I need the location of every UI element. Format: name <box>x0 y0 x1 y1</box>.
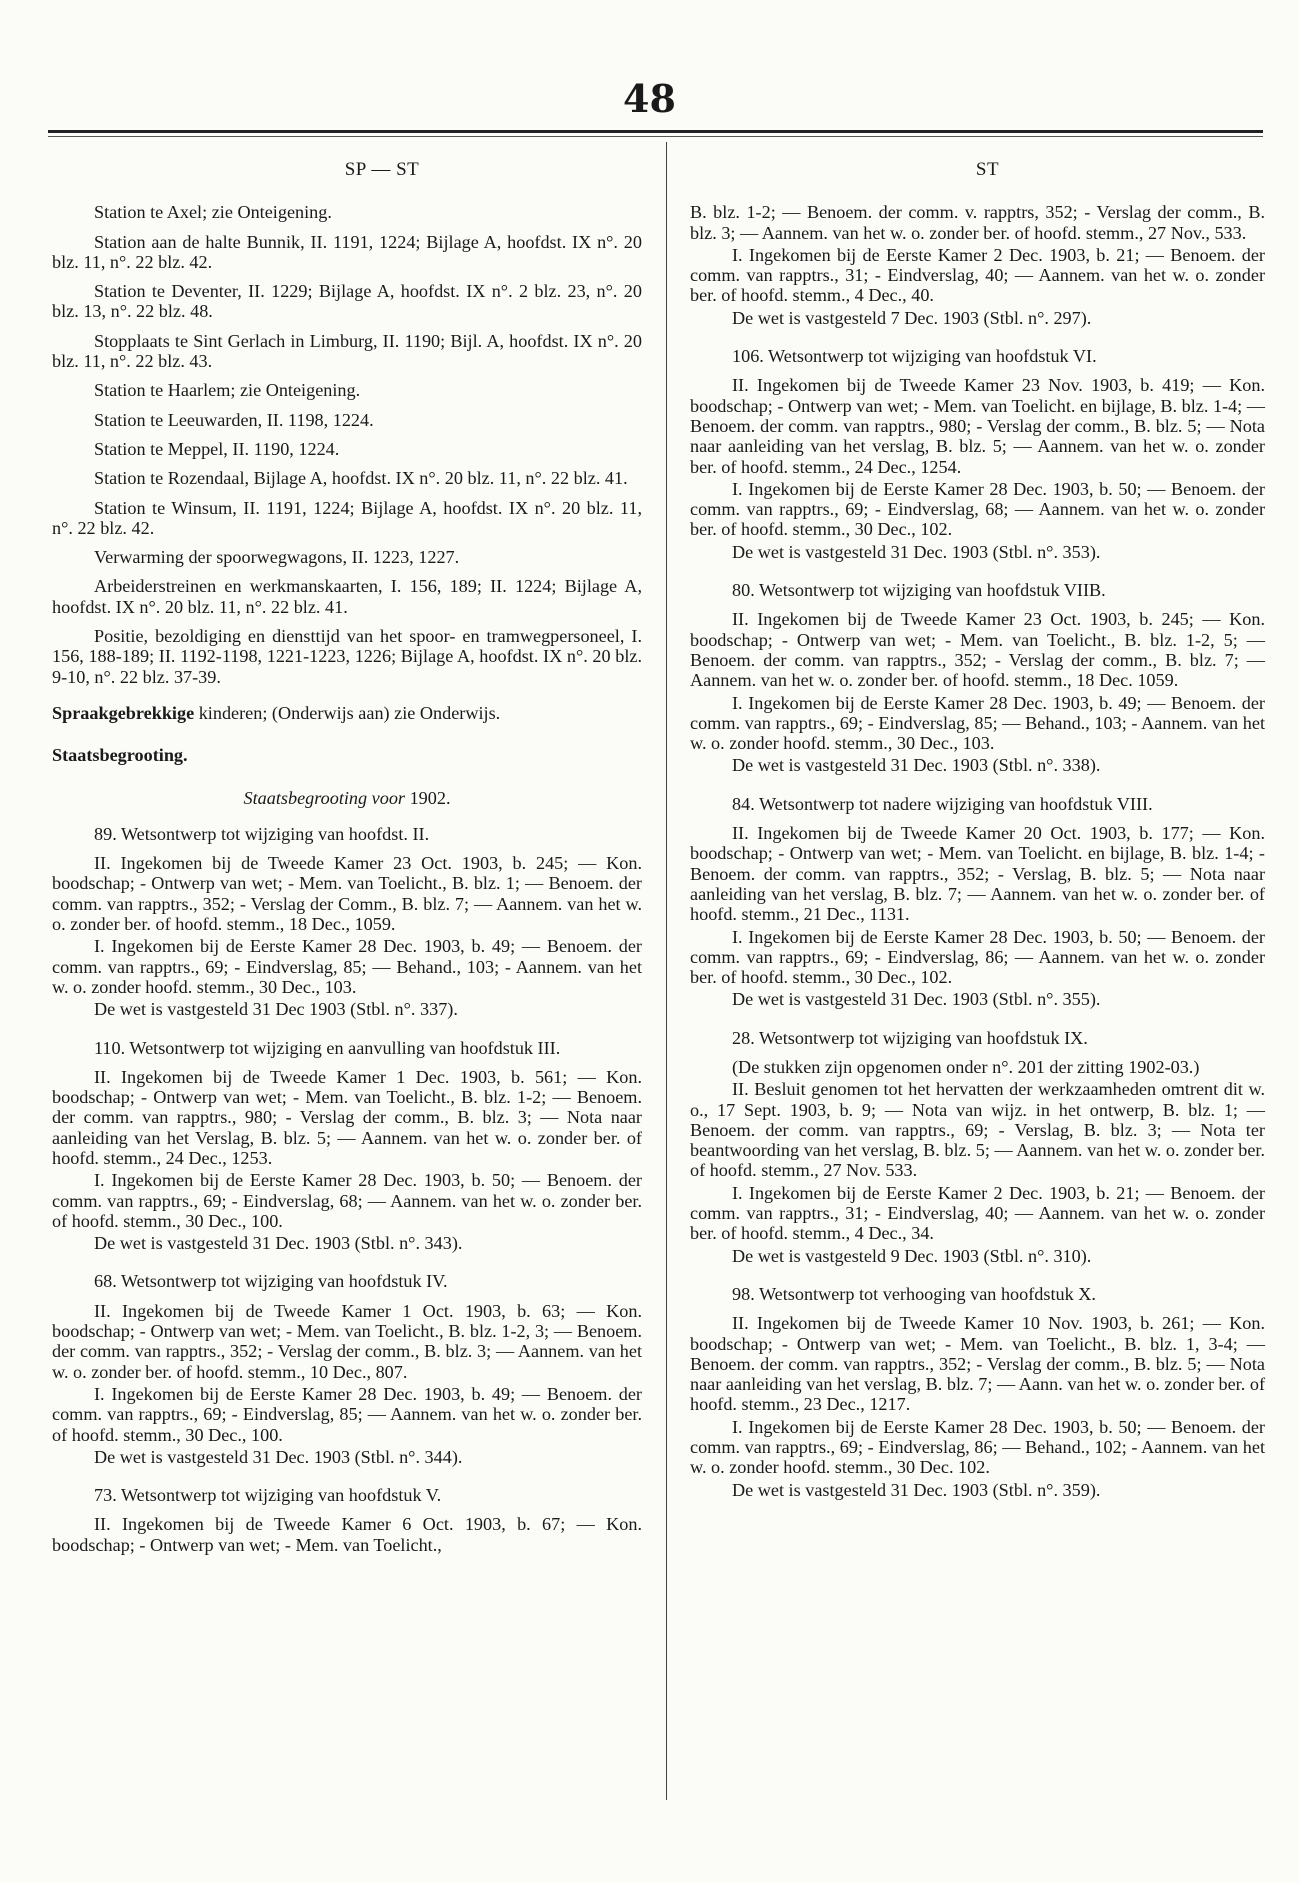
bill-law: De wet is vastgesteld 31 Dec. 1903 (Stbl. n°. 343). <box>94 1233 463 1254</box>
bill-title: 98. Wetsontwerp tot verhooging van hoofdstuk X. <box>732 1283 1096 1304</box>
header-rule-thin <box>48 136 1263 137</box>
bill-entry: II. Ingekomen bij de Tweede Kamer 1 Oct. 1903, b. 63; — Kon. boodschap; - Ontwerp van wet; - Mem. van Toelicht., B. blz. 1-2, 3; — Benoem. der comm. van rapptrs., 352; - Verslag der comm., B. blz. 3; — Aannem. van het w. o. zonder ber. of hoofd. stemm., 10 Dec., 807. <box>52 1300 642 1382</box>
right-column <box>690 160 1265 1509</box>
heading-bold: Spraakgebrekkige <box>52 702 195 723</box>
index-entry: Station te Haarlem; zie Onteigening. <box>94 380 361 401</box>
section-heading-spraakgebrekkige <box>52 703 642 723</box>
bill-title: 110. Wetsontwerp tot wijziging en aanvulling van hoofdstuk III. <box>94 1037 561 1058</box>
index-entry: Station te Leeuwarden, II. 1198, 1224. <box>94 409 374 430</box>
heading-rest: kinderen; (Onderwijs aan) zie Onderwijs. <box>194 702 501 723</box>
section-heading-staatsbegrooting: Staatsbegrooting. <box>52 745 188 766</box>
left-column <box>52 160 642 1564</box>
bill-entry: I. Ingekomen bij de Eerste Kamer 28 Dec. 1903, b. 50; — Benoem. der comm. van rapptrs., 69; - Eindverslag, 68; — Aannem. van het w. o. zonder ber. of hoofd. stemm., 30 Dec., 100. <box>52 1170 642 1231</box>
index-entry: Station aan de halte Bunnik, II. 1191, 1224; Bijlage A, hoofdst. IX n°. 20 blz. 11, n°. 22 blz. 42. <box>52 231 642 272</box>
bill-entry: II. Ingekomen bij de Tweede Kamer 10 Nov. 1903, b. 261; — Kon. boodschap; - Ontwerp van wet; - Mem. van Toelicht., B. blz. 1, 3-4; — Benoem. der comm. van rapptrs., 352; - Verslag der comm., B. blz. 5; — Nota naar aanleiding van het verslag, B. blz. 7; — Aann. van het w. o. zonder ber. of hoofd. stemm., 23 Dec., 1217. <box>690 1313 1265 1415</box>
subtitle-year: 1902. <box>405 787 451 808</box>
page-number: 48 <box>623 76 676 121</box>
bill-title: 106. Wetsontwerp tot wijziging van hoofdstuk VI. <box>732 346 1097 367</box>
bill-entry: I. Ingekomen bij de Eerste Kamer 28 Dec. 1903, b. 49; — Benoem. der comm. van rapptrs., 69; - Eindverslag, 85; — Behand., 103; - Aannem. van het w. o. zonder hoofd. stemm., 30 Dec., 103. <box>52 936 642 997</box>
bill-entry: I. Ingekomen bij de Eerste Kamer 28 Dec. 1903, b. 50; — Benoem. der comm. van rapptrs., 69; - Eindverslag, 86; — Behand., 102; - Aannem. van het w. o. zonder hoofd. stemm., 30 Dec. 102. <box>690 1416 1265 1478</box>
header-rule <box>48 130 1263 133</box>
bill-title: 73. Wetsontwerp tot wijziging van hoofdstuk V. <box>94 1485 442 1506</box>
index-entry: Stopplaats te Sint Gerlach in Limburg, II. 1190; Bijl. A, hoofdst. IX n°. 20 blz. 11, n°. 22 blz. 43. <box>52 330 642 372</box>
bill-entry: II. Ingekomen bij de Tweede Kamer 20 Oct. 1903, b. 177; — Kon. boodschap; - Ontwerp van wet; - Mem. van Toelicht. en bijlage, B. blz. 1-4; - Benoem. der comm. van rapptrs., 352; - Verslag, B. blz. 5; — Nota naar aanleiding van het verslag, B. blz. 7; — Aannem. van het w. o. zonder ber. of hoofd. stemm., 21 Dec., 1131. <box>690 823 1265 925</box>
bill-entry: II. Ingekomen bij de Tweede Kamer 23 Nov. 1903, b. 419; — Kon. boodschap; - Ontwerp van wet; - Mem. van Toelicht. en bijlage, B. blz. 1-4; — Benoem. der comm. van rapptrs., 980; - Verslag der comm., B. blz. 5; — Nota naar aanleiding van het verslag, B. blz. 5; — Aannem. van het w. o. zonder ber. of hoofd. stemm., 24 Dec., 1254. <box>690 375 1265 477</box>
bill-entry: II. Ingekomen bij de Tweede Kamer 1 Dec. 1903, b. 561; — Kon. boodschap; - Ontwerp van wet; - Mem. van Toelicht., B. blz. 1-2; — Benoem. der comm. van rapptrs., 980; - Verslag der comm., B. blz. 3; — Nota naar aanleiding van het Verslag, B. blz. 5; — Aannem. van het w. o. zonder ber. of hoofd. stemm., 24 Dec., 1253. <box>52 1066 642 1168</box>
bill-entry: I. Ingekomen bij de Eerste Kamer 28 Dec. 1903, b. 50; — Benoem. der comm. van rapptrs., 69; - Eindverslag, 68; — Aannem. van het w. o. zonder ber. of hoofd. stemm., 30 Dec., 102. <box>690 478 1265 540</box>
bill-entry: I. Ingekomen bij de Eerste Kamer 2 Dec. 1903, b. 21; — Benoem. der comm. van rapptrs., 31; - Eindverslag, 40; — Aannem. van het w. o. zonder ber. of hoofd. stemm., 4 Dec., 34. <box>690 1182 1265 1244</box>
bill-entry: II. Ingekomen bij de Tweede Kamer 6 Oct. 1903, b. 67; — Kon. boodschap; - Ontwerp van wet; - Mem. van Toelicht., <box>52 1514 642 1555</box>
bill-law: De wet is vastgesteld 31 Dec. 1903 (Stbl. n°. 359). <box>732 1479 1101 1500</box>
bill-title: 68. Wetsontwerp tot wijziging van hoofdstuk IV. <box>94 1271 448 1292</box>
bill-title: 28. Wetsontwerp tot wijziging van hoofdstuk IX. <box>732 1027 1088 1048</box>
bill-entry: I. Ingekomen bij de Eerste Kamer 28 Dec. 1903, b. 50; — Benoem. der comm. van rapptrs., 69; - Eindverslag, 86; — Aannem. van het w. o. zonder ber. of hoofd. stemm., 30 Dec., 102. <box>690 926 1265 988</box>
bill-law: De wet is vastgesteld 31 Dec. 1903 (Stbl. n°. 344). <box>94 1446 463 1467</box>
column-divider <box>666 142 667 1800</box>
index-entry: Positie, bezoldiging en diensttijd van het spoor- en tramwegpersoneel, I. 156, 188-189; II. 1192-1198, 1221-1223, 1226; Bijlage A, hoofdst. IX n°. 20 blz. 9-10, n°. 22 blz. 37-39. <box>52 626 642 687</box>
subtitle-italic: Staatsbegrooting voor <box>243 787 406 808</box>
bill-law: De wet is vastgesteld 31 Dec. 1903 (Stbl. n°. 338). <box>732 755 1101 776</box>
bill-entry: II. Ingekomen bij de Tweede Kamer 23 Oct. 1903, b. 245; — Kon. boodschap; - Ontwerp van wet; - Mem. van Toelicht., B. blz. 1-2, 5; — Benoem. der comm. van rapptrs., 352; - Verslag der comm., B. blz. 7; — Aannem. van het w. o. zonder ber. of hoofd. stemm., 18 Dec. 1059. <box>690 609 1265 691</box>
bill-law: De wet is vastgesteld 9 Dec. 1903 (Stbl. n°. 310). <box>732 1245 1092 1266</box>
bill-law: De wet is vastgesteld 31 Dec. 1903 (Stbl. n°. 355). <box>732 989 1101 1010</box>
bill-law: De wet is vastgesteld 7 Dec. 1903 (Stbl. n°. 297). <box>732 307 1092 328</box>
bill-entry: II. Ingekomen bij de Tweede Kamer 23 Oct. 1903, b. 245; — Kon. boodschap; - Ontwerp van wet; - Mem. van Toelicht., B. blz. 1; — Benoem. der comm. van rapptrs., 352; - Verslag der Comm., B. blz. 7; — Aannem. van het w. o. zonder ber. of hoofd. stemm., 18 Dec., 1059. <box>52 853 642 935</box>
index-entry: Arbeiderstreinen en werkmanskaarten, I. 156, 189; II. 1224; Bijlage A, hoofdst. IX n°. 20 blz. 11, n°. 22 blz. 41. <box>52 576 642 617</box>
bill-entry: I. Ingekomen bij de Eerste Kamer 28 Dec. 1903, b. 49; — Benoem. der comm. van rapptrs., 69; - Eindverslag, 85; — Behand., 103; - Aannem. van het w. o. zonder hoofd. stemm., 30 Dec., 103. <box>690 692 1265 754</box>
index-entry: Station te Deventer, II. 1229; Bijlage A, hoofdst. IX n°. 2 blz. 23, n°. 20 blz. 13, n°. 22 blz. 48. <box>52 281 642 322</box>
bill-note: (De stukken zijn opgenomen onder n°. 201 der zitting 1902-03.) <box>732 1056 1200 1077</box>
index-entry: Verwarming der spoorwegwagons, II. 1223, 1227. <box>94 547 460 568</box>
bill-entry: I. Ingekomen bij de Eerste Kamer 28 Dec. 1903, b. 49; — Benoem. der comm. van rapptrs., 69; - Eindverslag, 85; — Aannem. van het w. o. zonder ber. of hoofd. stemm., 30 Dec., 100. <box>52 1383 642 1445</box>
index-entry: Station te Winsum, II. 1191, 1224; Bijlage A, hoofdst. IX n°. 20 blz. 11, n°. 22 blz. 42. <box>52 497 642 538</box>
index-entry: Station te Meppel, II. 1190, 1224. <box>94 438 340 459</box>
subsection-title <box>52 788 642 808</box>
bill-law: De wet is vastgesteld 31 Dec. 1903 (Stbl. n°. 353). <box>732 541 1101 562</box>
left-column-header: SP — ST <box>344 159 420 180</box>
bill-entry: II. Besluit genomen tot het hervatten der werkzaamheden omtrent dit w. o., 17 Sept. 1903, b. 9; — Nota van wijz. in het ontwerp, B. blz. 1; — Benoem. der comm. van rapptrs., 69; - Verslag, B. blz. 3; — Nota ter beantwoording van het verslag, B. blz. 5; — Aannem. van het w. o. zonder ber. of hoofd. stemm., 27 Nov. 533. <box>690 1079 1265 1181</box>
bill-title: 84. Wetsontwerp tot nadere wijziging van hoofdstuk VIII. <box>732 793 1153 814</box>
bill-entry: I. Ingekomen bij de Eerste Kamer 2 Dec. 1903, b. 21; — Benoem. der comm. van rapptrs., 31; - Eindverslag, 40; — Aannem. van het w. o. zonder ber. of hoofd. stemm., 4 Dec., 40. <box>690 244 1265 306</box>
bill-entry: B. blz. 1-2; — Benoem. der comm. v. rapptrs, 352; - Verslag der comm., B. blz. 3; — Aannem. van het w. o. zonder ber. of hoofd. stemm., 27 Nov., 533. <box>690 202 1265 243</box>
bill-title: 89. Wetsontwerp tot wijziging van hoofdst. II. <box>94 823 430 844</box>
right-column-header: ST <box>975 159 1000 180</box>
index-entry: Station te Axel; zie Onteigening. <box>94 202 332 223</box>
index-entry: Station te Rozendaal, Bijlage A, hoofdst. IX n°. 20 blz. 11, n°. 22 blz. 41. <box>94 468 628 489</box>
bill-title: 80. Wetsontwerp tot wijziging van hoofdstuk VIIB. <box>732 580 1106 601</box>
bill-law: De wet is vastgesteld 31 Dec 1903 (Stbl. n°. 337). <box>94 999 458 1020</box>
